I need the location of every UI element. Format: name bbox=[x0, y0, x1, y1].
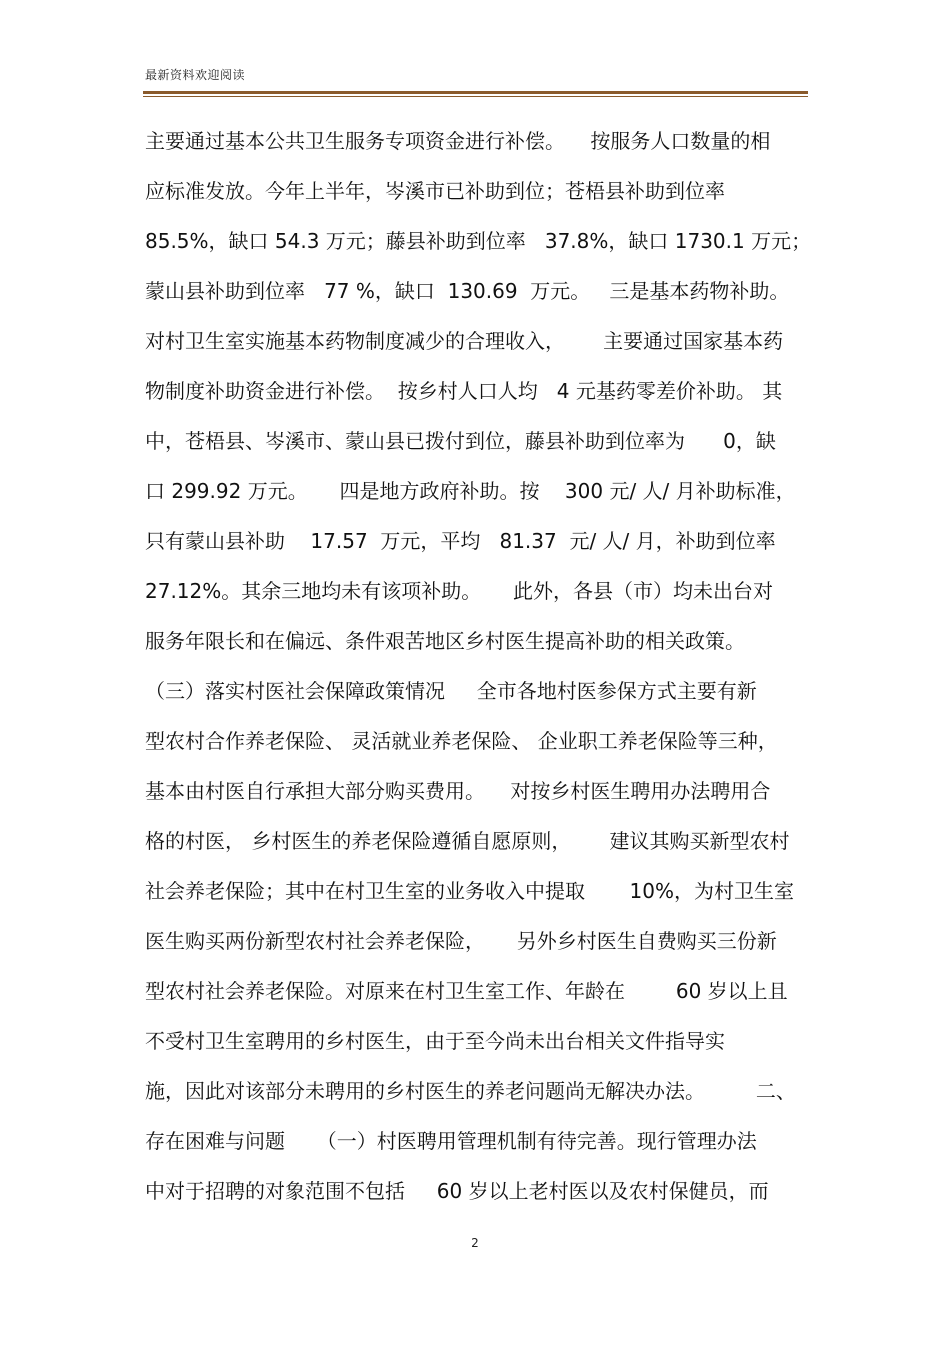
text-line: 服务年限长和在偏远、条件艰苦地区乡村医生提高补助的相关政策。 bbox=[145, 629, 745, 653]
text-line: 基本由村医自行承担大部分购买费用。 对按乡村医生聘用办法聘用合 bbox=[145, 779, 771, 803]
cut-off-text-line bbox=[145, 1222, 805, 1230]
text-line: 主要通过基本公共卫生服务专项资金进行补偿。 按服务人口数量的相 bbox=[145, 129, 771, 153]
text-line: 型农村合作养老保险、 灵活就业养老保险、 企业职工养老保险等三种， bbox=[145, 729, 778, 753]
text-line: 中，苍梧县、岑溪市、蒙山县已拨付到位，藤县补助到位率为 0，缺 bbox=[145, 429, 776, 453]
text-line: 口 299.92 万元。 四是地方政府补助。按 300 元/ 人/ 月补助标准， bbox=[145, 479, 796, 503]
page-header: 最新资料欢迎阅读 bbox=[145, 68, 246, 82]
text-line: 施，因此对该部分未聘用的乡村医生的养老问题尚无解决办法。 二、 bbox=[145, 1079, 796, 1103]
text-line: 85.5%，缺口 54.3 万元；藤县补助到位率 37.8%，缺口 1730.1 万元； bbox=[145, 229, 812, 253]
text-line: 中对于招聘的对象范围不包括 60 岁以上老村医以及农村保健员，而 bbox=[145, 1179, 769, 1203]
text-line: 蒙山县补助到位率 77 %，缺口 130.69 万元。 三是基本药物补助。 bbox=[145, 279, 790, 303]
text-line: 只有蒙山县补助 17.57 万元，平均 81.37 元/ 人/ 月，补助到位率 bbox=[145, 529, 776, 553]
text-line: 不受村卫生室聘用的乡村医生，由于至今尚未出台相关文件指导实 bbox=[145, 1029, 725, 1053]
text-line: 存在困难与问题 （一）村医聘用管理机制有待完善。现行管理办法 bbox=[145, 1129, 757, 1153]
text-line: （三）落实村医社会保障政策情况 全市各地村医参保方式主要有新 bbox=[145, 679, 757, 703]
header-rule-thin bbox=[143, 96, 808, 97]
page-number: 2 bbox=[471, 1236, 479, 1250]
header-rule-thick bbox=[143, 91, 808, 94]
body-text bbox=[145, 125, 815, 1225]
text-line: 型农村社会养老保险。对原来在村卫生室工作、年龄在 60 岁以上且 bbox=[145, 979, 788, 1003]
text-line: 医生购买两份新型农村社会养老保险， 另外乡村医生自费购买三份新 bbox=[145, 929, 777, 953]
text-line: 27.12%。其余三地均未有该项补助。 此外，各县（市）均未出台对 bbox=[145, 579, 774, 603]
text-line: 应标准发放。今年上半年，岑溪市已补助到位；苍梧县补助到位率 bbox=[145, 179, 725, 203]
text-line: 格的村医， 乡村医生的养老保险遵循自愿原则， 建议其购买新型农村 bbox=[145, 829, 790, 853]
text-line: 物制度补助资金进行补偿。 按乡村人口人均 4 元基药零差价补助。 其 bbox=[145, 379, 783, 403]
text-line: 社会养老保险；其中在村卫生室的业务收入中提取 10%，为村卫生室 bbox=[145, 879, 794, 903]
text-line: 对村卫生室实施基本药物制度减少的合理收入， 主要通过国家基本药 bbox=[145, 329, 784, 353]
